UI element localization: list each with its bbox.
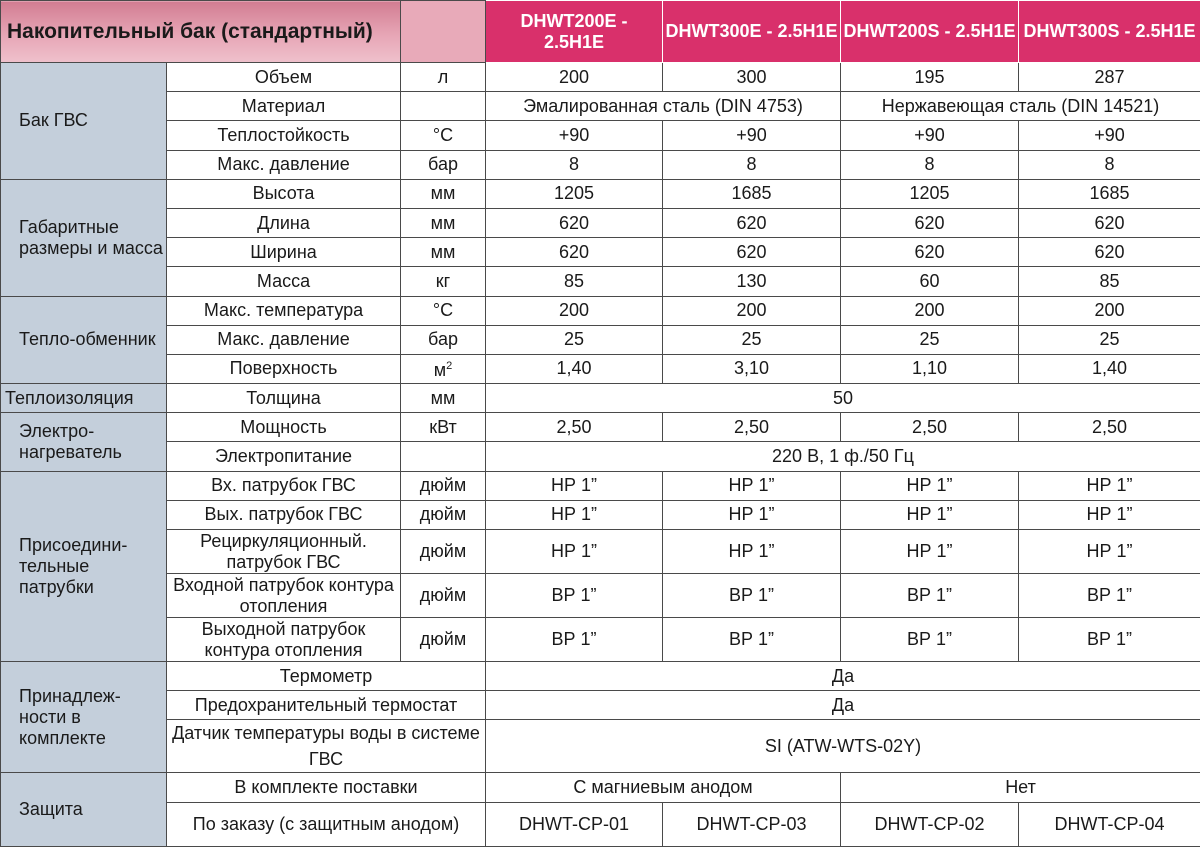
unit-cell: мм	[401, 384, 486, 413]
param-label: Электропитание	[167, 442, 401, 471]
value-cell: 220 В, 1 ф./50 Гц	[486, 442, 1200, 471]
value-cell: НР 1”	[486, 530, 663, 574]
value-cell: +90	[486, 121, 663, 150]
param-label: По заказу (с защитным анодом)	[167, 802, 486, 846]
param-label: Мощность	[167, 413, 401, 442]
value-cell: 620	[841, 238, 1019, 267]
value-cell: ВР 1”	[1019, 574, 1200, 618]
param-label: Вых. патрубок ГВС	[167, 500, 401, 529]
value-cell: 25	[841, 325, 1019, 354]
value-cell: 287	[1019, 63, 1200, 92]
value-cell: 200	[663, 296, 841, 325]
table-row	[1, 325, 1200, 354]
value-cell: 50	[486, 384, 1200, 413]
value-cell: 200	[841, 296, 1019, 325]
table-row	[1, 662, 1200, 691]
group-label: Присоедини-тельные патрубки	[1, 471, 167, 661]
value-cell: ВР 1”	[486, 618, 663, 662]
table-row	[1, 384, 1200, 413]
value-cell: 2,50	[486, 413, 663, 442]
value-cell: DHWT-CP-04	[1019, 802, 1200, 846]
table-row	[1, 691, 1200, 720]
table-row	[1, 92, 1200, 121]
value-cell: НР 1”	[486, 471, 663, 500]
value-cell: 200	[486, 63, 663, 92]
value-cell: 620	[486, 208, 663, 237]
unit-cell	[401, 354, 486, 383]
value-cell: 60	[841, 267, 1019, 296]
param-label: Макс. температура	[167, 296, 401, 325]
group-label: Тепло-обменник	[1, 296, 167, 384]
unit-cell: дюйм	[401, 500, 486, 529]
unit-cell	[401, 442, 486, 471]
value-cell: ВР 1”	[841, 618, 1019, 662]
value-cell: 8	[1019, 150, 1200, 179]
param-label: Масса	[167, 267, 401, 296]
value-cell: Да	[486, 662, 1200, 691]
param-label: Термометр	[167, 662, 486, 691]
param-label: Макс. давление	[167, 150, 401, 179]
unit-cell: дюйм	[401, 618, 486, 662]
param-label: Толщина	[167, 384, 401, 413]
value-cell: ВР 1”	[486, 574, 663, 618]
param-label: Ширина	[167, 238, 401, 267]
param-label: Материал	[167, 92, 401, 121]
value-cell: 85	[1019, 267, 1200, 296]
model-header-1: DHWT200E - 2.5H1E	[486, 1, 663, 63]
value-cell: 25	[1019, 325, 1200, 354]
unit-cell: дюйм	[401, 530, 486, 574]
value-cell: 1205	[486, 179, 663, 208]
table-row	[1, 471, 1200, 500]
value-cell: НР 1”	[663, 530, 841, 574]
table-title: Накопительный бак (стандартный)	[1, 1, 401, 63]
value-cell: 300	[663, 63, 841, 92]
group-label: Теплоизоляция	[1, 384, 167, 413]
param-label: В комплекте поставки	[167, 773, 486, 802]
value-cell: 200	[1019, 296, 1200, 325]
value-cell: 620	[486, 238, 663, 267]
value-cell: 620	[841, 208, 1019, 237]
table-row	[1, 413, 1200, 442]
unit-cell: дюйм	[401, 471, 486, 500]
param-label: Высота	[167, 179, 401, 208]
unit-cell: °C	[401, 121, 486, 150]
group-label: Принадлеж-ности в комплекте	[1, 662, 167, 773]
value-cell: 200	[486, 296, 663, 325]
model-header-4: DHWT300S - 2.5H1E	[1019, 1, 1200, 63]
unit-cell: дюйм	[401, 574, 486, 618]
table-row	[1, 267, 1200, 296]
value-cell: ВР 1”	[663, 574, 841, 618]
table-row	[1, 208, 1200, 237]
table-row	[1, 354, 1200, 383]
value-cell: НР 1”	[841, 530, 1019, 574]
value-cell: ВР 1”	[1019, 618, 1200, 662]
param-label: Датчик температуры воды в системе ГВС	[167, 720, 486, 773]
table-row	[1, 530, 1200, 574]
value-cell: НР 1”	[486, 500, 663, 529]
group-label: Габаритные размеры и масса	[1, 179, 167, 296]
unit-cell: л	[401, 63, 486, 92]
value-cell: +90	[841, 121, 1019, 150]
value-cell: Нержавеющая сталь (DIN 14521)	[841, 92, 1200, 121]
value-cell: ВР 1”	[663, 618, 841, 662]
value-cell: 1685	[663, 179, 841, 208]
value-cell: 2,50	[841, 413, 1019, 442]
value-cell: 8	[663, 150, 841, 179]
value-cell: 1,40	[486, 354, 663, 383]
model-header-2: DHWT300E - 2.5H1E	[663, 1, 841, 63]
value-cell: SI (ATW-WTS-02Y)	[486, 720, 1200, 773]
value-cell: НР 1”	[663, 500, 841, 529]
table-row	[1, 121, 1200, 150]
param-label: Входной патрубок контура отопления	[167, 574, 401, 618]
value-cell: +90	[663, 121, 841, 150]
table-row	[1, 574, 1200, 618]
table-row	[1, 150, 1200, 179]
table-row	[1, 802, 1200, 846]
table-row	[1, 63, 1200, 92]
table-row	[1, 442, 1200, 471]
value-cell: НР 1”	[841, 471, 1019, 500]
table-row	[1, 720, 1200, 773]
table-row	[1, 296, 1200, 325]
value-cell: НР 1”	[663, 471, 841, 500]
group-label: Защита	[1, 773, 167, 846]
value-cell: НР 1”	[841, 500, 1019, 529]
value-cell: Да	[486, 691, 1200, 720]
value-cell: 620	[1019, 208, 1200, 237]
unit-superscript: 2	[446, 360, 453, 373]
value-cell: 8	[841, 150, 1019, 179]
model-header-3: DHWT200S - 2.5H1E	[841, 1, 1019, 63]
value-cell: 85	[486, 267, 663, 296]
param-label: Вх. патрубок ГВС	[167, 471, 401, 500]
param-label: Длина	[167, 208, 401, 237]
table-row	[1, 238, 1200, 267]
value-cell: НР 1”	[1019, 471, 1200, 500]
table-row	[1, 179, 1200, 208]
value-cell: НР 1”	[1019, 530, 1200, 574]
param-label: Рециркуляционный. патрубок ГВС	[167, 530, 401, 574]
value-cell: ВР 1”	[841, 574, 1019, 618]
unit-text: м	[433, 360, 447, 381]
value-cell: Нет	[841, 773, 1200, 802]
value-cell: С магниевым анодом	[486, 773, 841, 802]
header-row	[1, 1, 1200, 63]
value-cell: 1205	[841, 179, 1019, 208]
unit-cell: бар	[401, 150, 486, 179]
header-unit-cell	[401, 1, 486, 63]
table-row	[1, 773, 1200, 802]
table-row	[1, 500, 1200, 529]
value-cell: 620	[663, 238, 841, 267]
param-label: Теплостойкость	[167, 121, 401, 150]
unit-cell: мм	[401, 179, 486, 208]
unit-cell: мм	[401, 208, 486, 237]
unit-cell: кВт	[401, 413, 486, 442]
value-cell: 195	[841, 63, 1019, 92]
group-label: Бак ГВС	[1, 63, 167, 180]
value-cell: НР 1”	[1019, 500, 1200, 529]
value-cell: +90	[1019, 121, 1200, 150]
value-cell: 1,40	[1019, 354, 1200, 383]
value-cell: 620	[663, 208, 841, 237]
group-label: Электро-нагреватель	[1, 413, 167, 471]
value-cell: 2,50	[663, 413, 841, 442]
value-cell: DHWT-CP-02	[841, 802, 1019, 846]
value-cell: 25	[663, 325, 841, 354]
param-label: Предохранительный термостат	[167, 691, 486, 720]
param-label: Макс. давление	[167, 325, 401, 354]
value-cell: Эмалированная сталь (DIN 4753)	[486, 92, 841, 121]
value-cell: 25	[486, 325, 663, 354]
value-cell: 1,10	[841, 354, 1019, 383]
unit-cell	[401, 92, 486, 121]
value-cell: DHWT-CP-03	[663, 802, 841, 846]
value-cell: 1685	[1019, 179, 1200, 208]
value-cell: 8	[486, 150, 663, 179]
unit-cell: °C	[401, 296, 486, 325]
value-cell: 3,10	[663, 354, 841, 383]
param-label: Поверхность	[167, 354, 401, 383]
value-cell: DHWT-CP-01	[486, 802, 663, 846]
param-label: Объем	[167, 63, 401, 92]
value-cell: 2,50	[1019, 413, 1200, 442]
unit-cell: мм	[401, 238, 486, 267]
value-cell: 620	[1019, 238, 1200, 267]
unit-cell: кг	[401, 267, 486, 296]
table-row	[1, 618, 1200, 662]
value-cell: 130	[663, 267, 841, 296]
unit-cell: бар	[401, 325, 486, 354]
param-label: Выходной патрубок контура отопления	[167, 618, 401, 662]
